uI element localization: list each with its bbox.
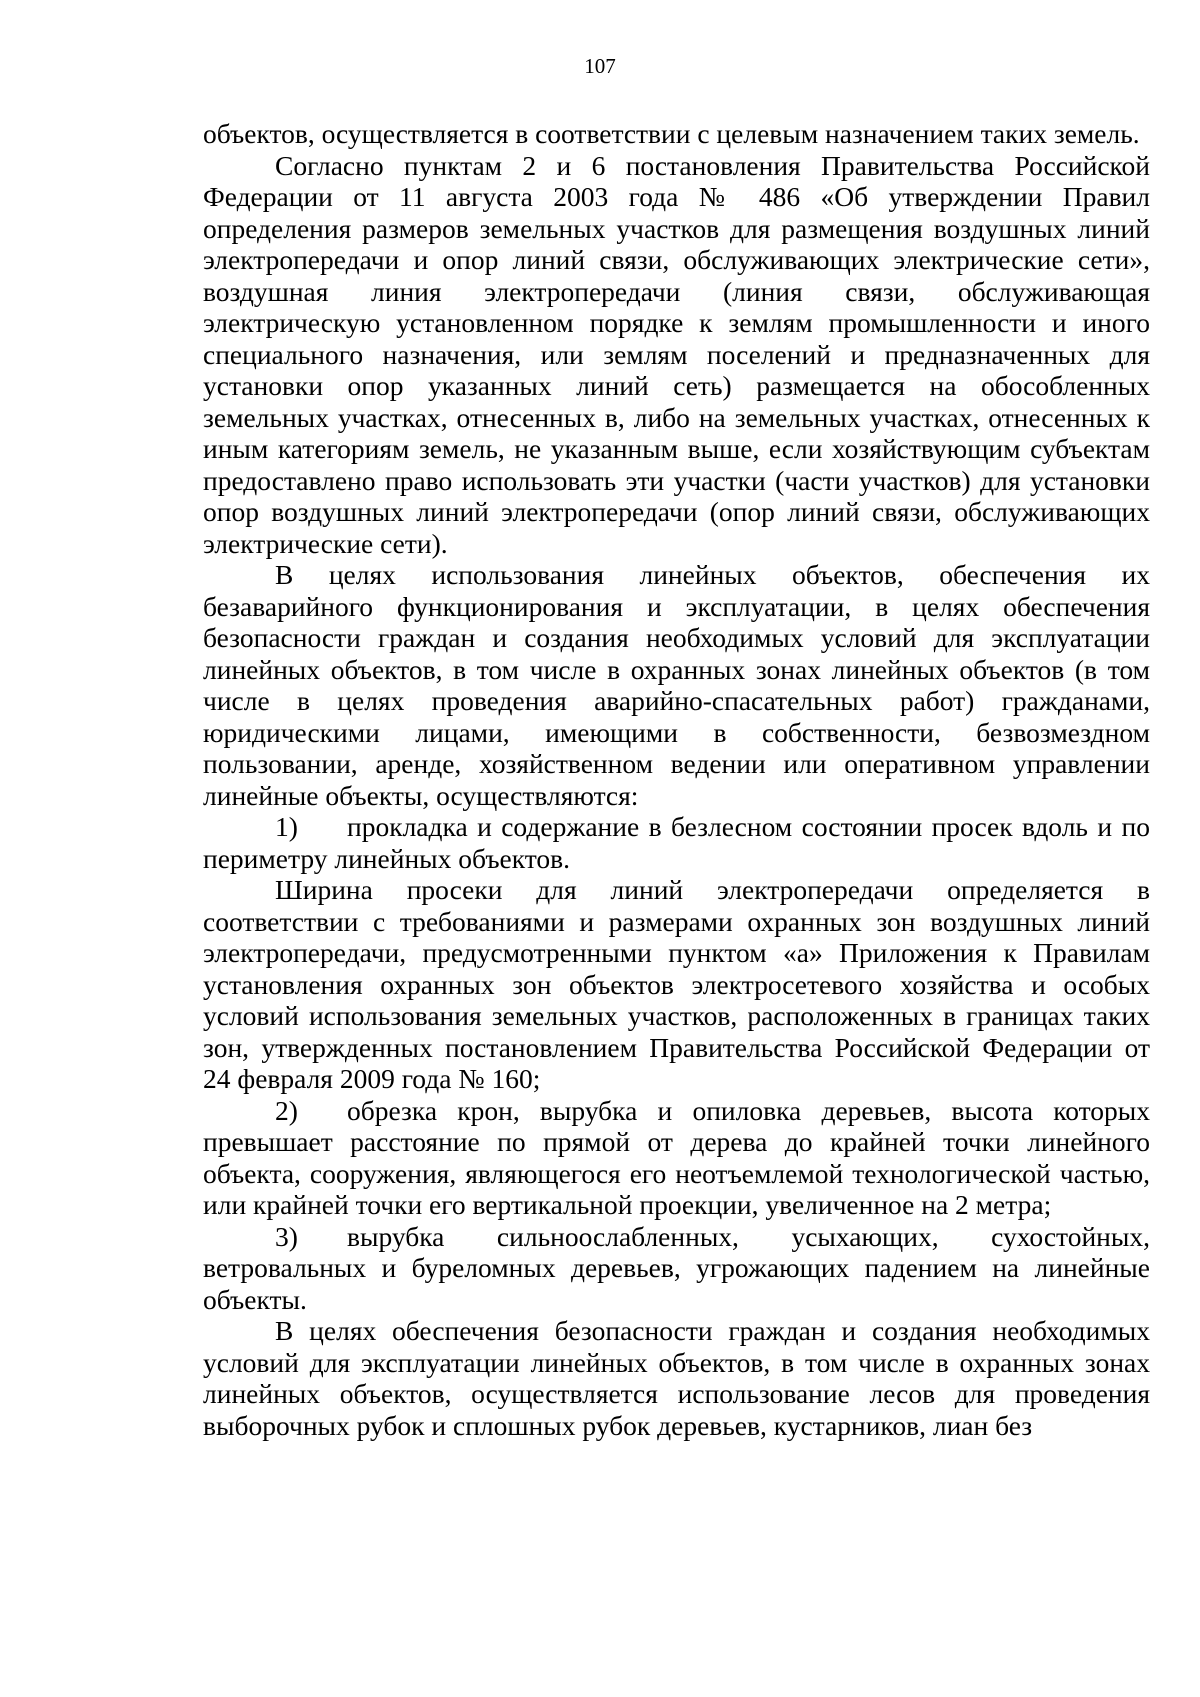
paragraph-text: Согласно пунктам 2 и 6 постановления Правительства Российской Федерации от 11 августа 2003 года № 486 «Об утверждении Правил определения размеров земельных участков для размещения воздушных линий электропередачи и опор линий связи, обслуживающих электрические сети», воздушная линия электропередачи (линия связи, обслуживающая электрическую установленном порядке к землям промышленности и иного специального назначения, или землям поселений и предназначенных для установки опор указанных линий сеть) размещается на обособленных земельных участках, отнесенных в, либо на земельных участках, отнесенных к иным категориям земель, не указанным выше, если хозяйствующим субъектам предоставлено право использовать эти участки (части участков) для установки опор воздушных линий электропередачи (опор линий связи, обслуживающих электрические сети). [203,149,1150,559]
paragraph-text: объектов, осуществляется в соответствии с целевым назначением таких земель. [203,118,1140,149]
page-number: 107 [584,54,616,78]
paragraph [203,874,1150,1095]
list-item-number: 1) [275,811,298,842]
list-item-text: вырубка сильноослабленных, усыхающих, сухостойных, ветровальных и буреломных деревьев, угрожающих падением на линейные объекты. [203,1220,1150,1315]
list-item [203,1095,1150,1221]
paragraph-text: Ширина просеки для линий электропередачи определяется в соответствии с требованиями и размерами охранных зон воздушных линий электропередачи, предусмотренными пунктом «а» Приложения к Правилам установления охранных зон объектов электросетевого хозяйства и особых условий использования земельных участков, расположенных в границах таких зон, утвержденных постановлением Правительства Российской Федерации от 24 февраля 2009 года № 160; [203,874,1150,1094]
list-item-text: прокладка и содержание в безлесном состоянии просек вдоль и по периметру линейных объектов. [203,811,1150,874]
list-item-text: обрезка крон, вырубка и опиловка деревьев, высота которых превышает расстояние по прямой от дерева до крайней точки линейного объекта, сооружения, являющегося его неотъемлемой технологической частью, или крайней точки его вертикальной проекции, увеличенное на 2 метра; [203,1094,1150,1220]
paragraph [203,150,1150,560]
list-item [203,1221,1150,1316]
paragraph [203,1315,1150,1441]
paragraph-text: В целях обеспечения безопасности граждан и создания необходимых условий для эксплуатации линейных объектов, в том числе в охранных зонах линейных объектов, осуществляется использование лесов для проведения выборочных рубок и сплошных рубок деревьев, кустарников, лиан без [203,1315,1150,1441]
list-item-number: 3) [275,1220,298,1252]
paragraph-text: В целях использования линейных объектов, обеспечения их безаварийного функционирования и эксплуатации, в целях обеспечения безопасности граждан и создания необходимых условий для эксплуатации линейных объектов, в том числе в охранных зонах линейных объектов (в том числе в целях проведения аварийно-спасательных работ) гражданами, юридическими лицами, имеющими в собственности, безвозмездном пользовании, аренде, хозяйственном ведении или оперативном управлении линейные объекты, осуществляются: [203,559,1150,811]
list-item [203,811,1150,874]
document-body [203,118,1150,1441]
paragraph [203,559,1150,811]
paragraph-continuation [203,118,1150,150]
list-item-number: 2) [275,1094,298,1126]
